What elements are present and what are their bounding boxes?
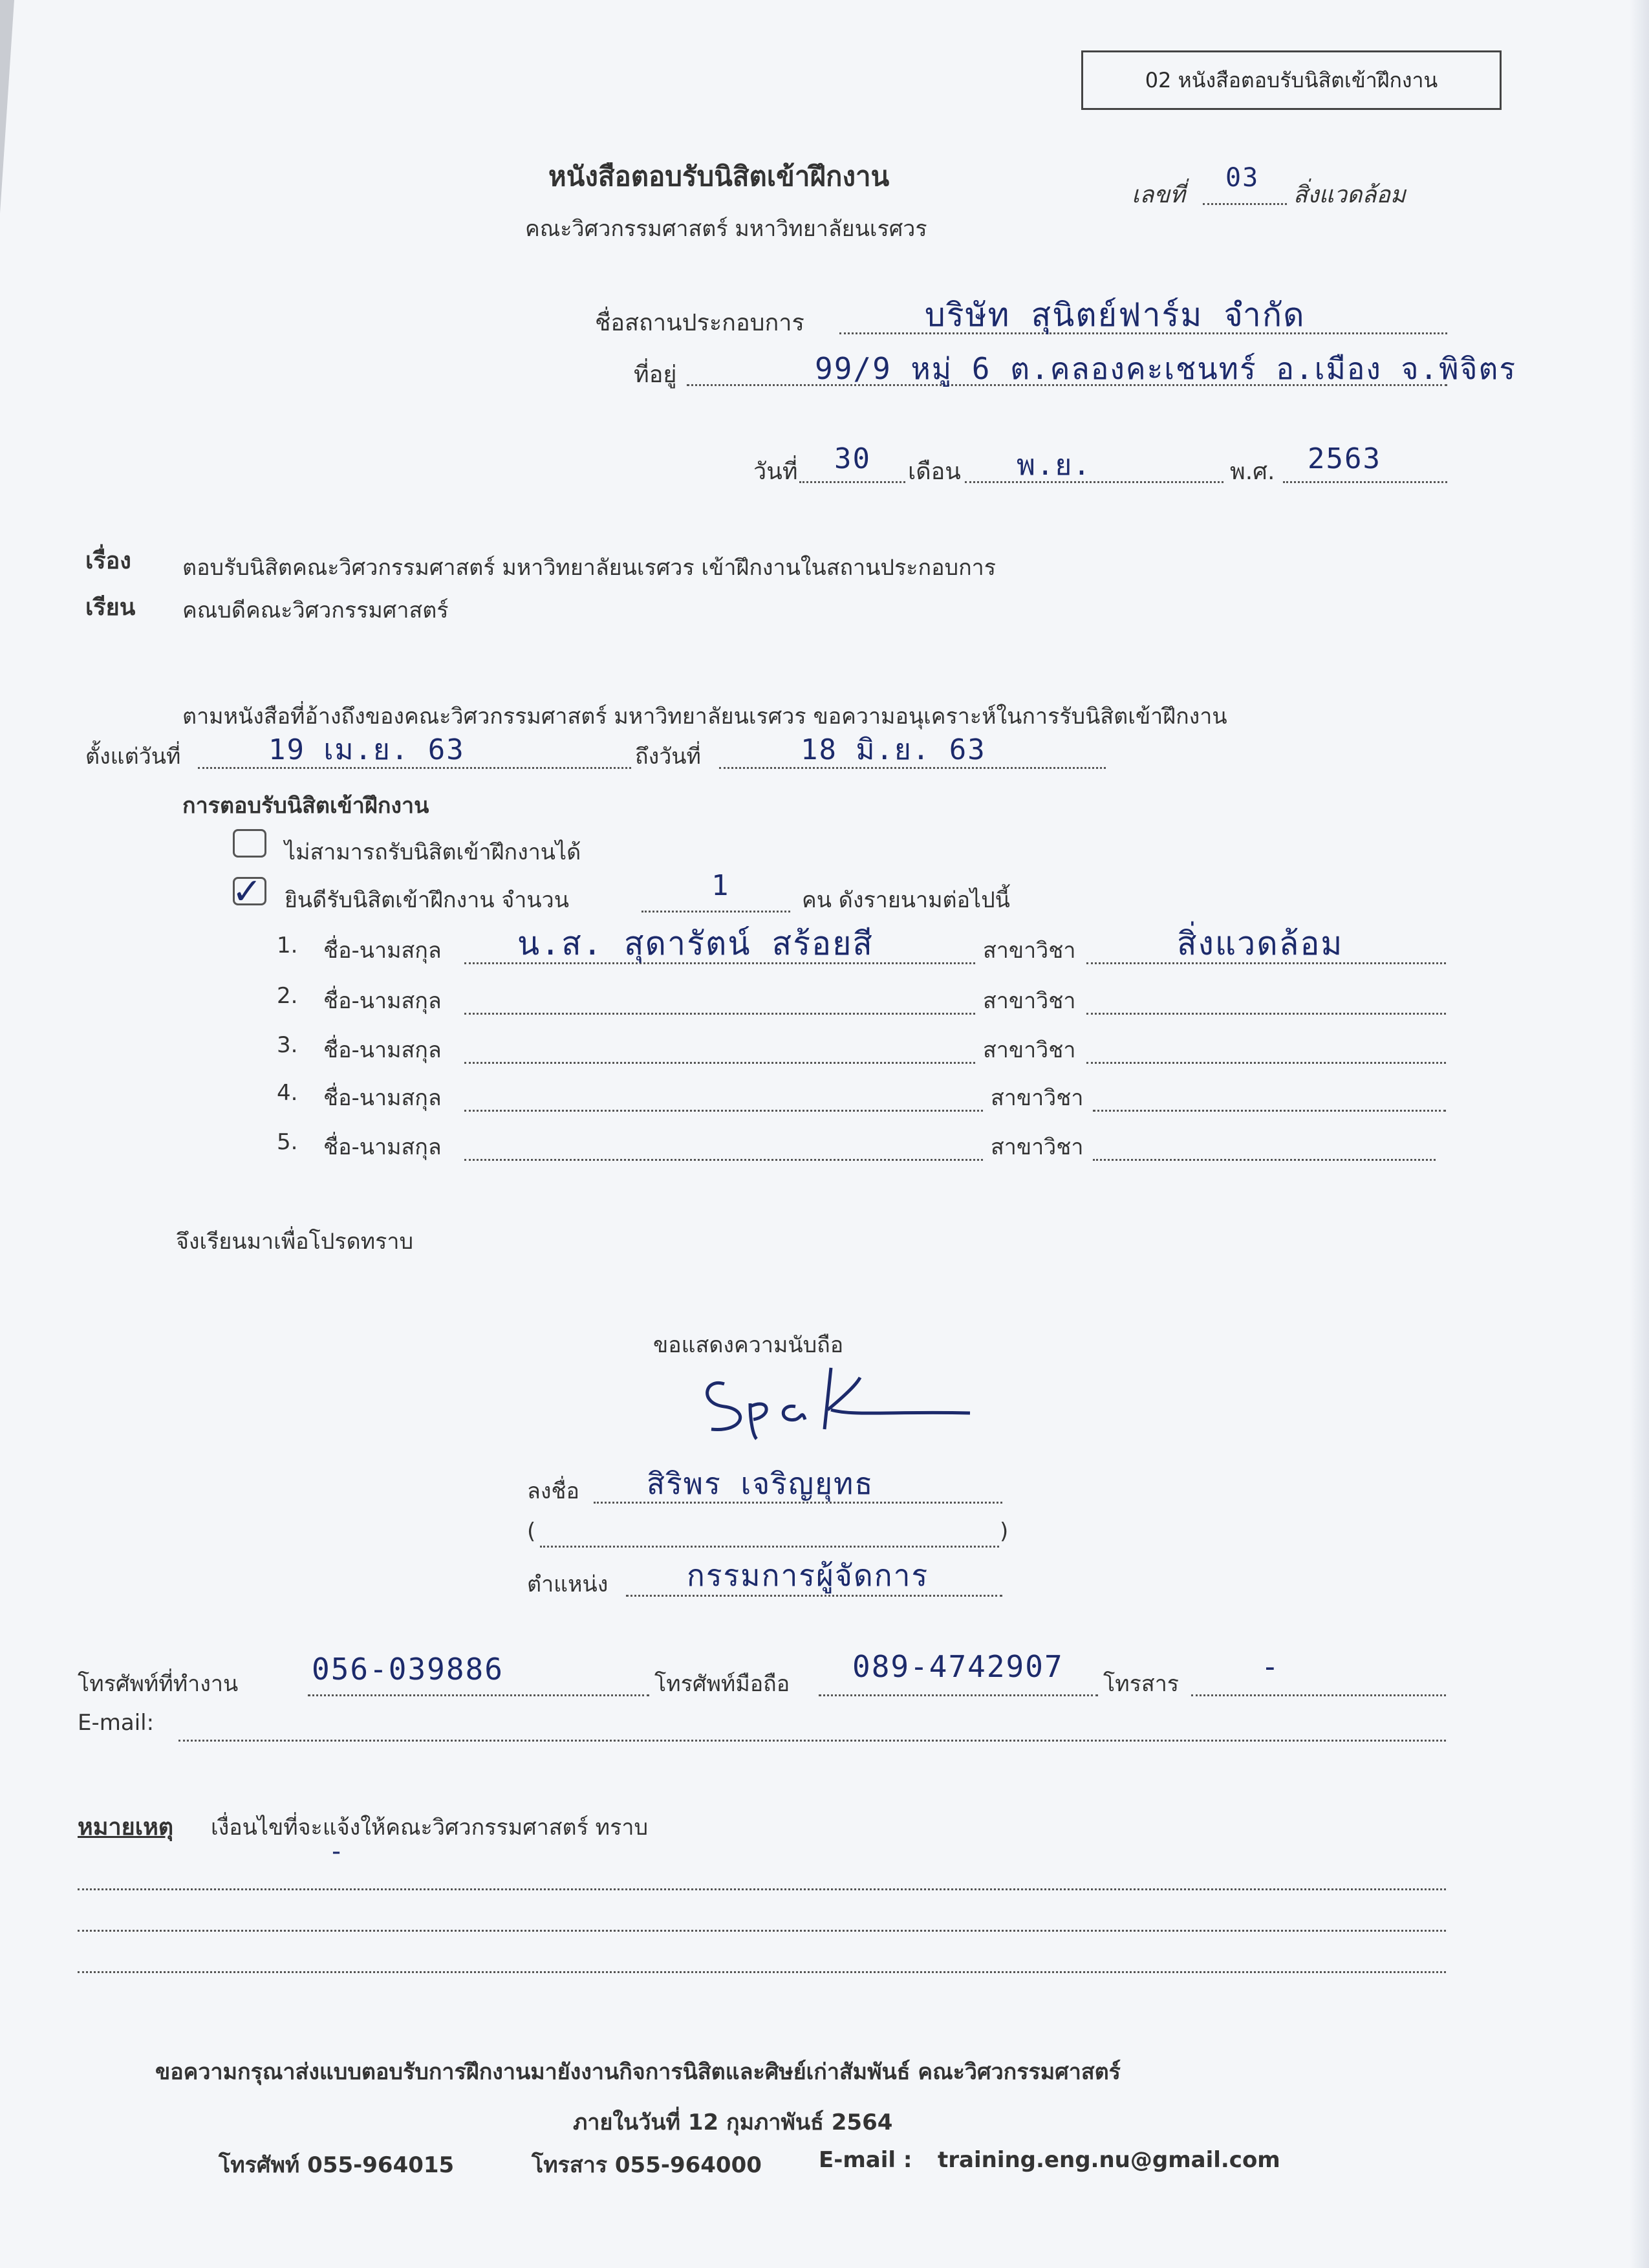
fax-value: -: [1261, 1649, 1280, 1684]
reject-checkbox[interactable]: [233, 829, 266, 858]
email-label: E-mail:: [78, 1710, 155, 1736]
position-label: ตำแหน่ง: [527, 1571, 609, 1597]
doc-number-value: 03: [1225, 163, 1260, 193]
date-month-value: พ.ย.: [1017, 449, 1092, 482]
company-name-label: ชื่อสถานประกอบการ: [595, 310, 804, 336]
from-date-label: ตั้งแต่วันที่: [85, 744, 181, 770]
doc-number-label: เลขที่: [1132, 182, 1185, 208]
company-address-value: 99/9 หมู่ 6 ต.คลองคะเชนทร์ อ.เมือง จ.พิจิตร: [815, 351, 1517, 386]
form-code-box: 02 หนังสือตอบรับนิสิตเข้าฝึกงาน: [1081, 50, 1502, 110]
document-page: 02 หนังสือตอบรับนิสิตเข้าฝึกงาน หนังสือตอบรับนิสิตเข้าฝึกงาน คณะวิศวกรรมศาสตร์ มหาวิทยาลัยนเรศวร เลขที่ 03 สิ่งแวดล้อม ชื่อสถานประกอบการ บริษัท สุนิตย์ฟาร์ม จำกัด ที่อยู่ 99/9 หมู่ 6 ต.คลองคะเชนทร์ อ.เมือง จ.พิจิตร วันที่ 30 เดือน พ.ย. พ.ศ. 2563 เรื่อง ตอบรับนิสิตคณะวิศวกรรมศาสตร์ มหาวิทยาลัยนเรศวร เข้าฝึกงานในสถานประกอบการ เรียน คณบดีคณะวิศวกรรมศาสตร์ ตามหนังสือที่อ้างถึงของคณะวิศวกรรมศาสตร์ มหาวิทยาลัยนเรศวร ขอความอนุเคราะห์ในการรับนิสิตเข้าฝึกงาน ตั้งแต่วันที่ 19 เม.ย. 63 ถึงวันที่ 18 มิ.ย. 63 การตอบรับนิสิตเข้าฝึกงาน ไม่สามารถรับนิสิตเข้าฝึกงานได้ ✓ ยินดีรับนิสิตเข้าฝึกงาน จำนวน 1 คน ดังรายนามต่อไปนี้ 1. ชื่อ-นามสกุล น.ส. สุดารัตน์ สร้อยสี สาขาวิชา สิ่งแวดล้อม 2. ชื่อ-นามสกุล สาขาวิชา 3. ชื่อ-นามสกุล สาขาวิชา 4. ชื่อ-นามสกุล สาขาวิชา 5. ชื่อ-นามสกุล สาขาวิชา จึงเรียนมาเพื่อโปรดทราบ ขอแสดงความนับถือ ลงชื่อ สิริพร เจริญยุทธ ( ) ตำแหน่ง กรรมการผู้จัดการ โทรศัพท์ที่ทำงาน 056-039886 โทรศัพท์มือถือ 089-4742907 โทรสาร - E-mail: หมายเหตุ เงื่อนไขที่จะแจ้งให้คณะวิศวกรรมศาสตร์ ทราบ - ขอความกรุณาส่งแบบตอบรับการฝึกงานมายังงานกิจการนิสิตและศิษย์เก่าสัมพันธ์ คณะวิศวกรรมศาสตร์ ภายในวันที่ 12 กุมภาพันธ์ 2564 โทรศัพท์ 055-964015 โทรสาร 055-964000 E-mail : training.eng.nu@gmail.com: [0, 0, 1649, 2268]
mobile-value: 089-4742907: [852, 1649, 1064, 1684]
fax-label: โทรสาร: [1103, 1671, 1180, 1697]
date-day-label: วันที่: [753, 459, 798, 485]
subject-label: เรื่อง: [85, 548, 131, 574]
date-year-label: พ.ศ.: [1230, 459, 1275, 485]
regards-text: ขอแสดงความนับถือ: [653, 1332, 844, 1358]
date-month-label: เดือน: [908, 459, 961, 485]
company-address-label: ที่อยู่: [634, 362, 677, 388]
from-date-value: 19 เม.ย. 63: [268, 733, 465, 766]
to-date-label: ถึงวันที่: [635, 744, 701, 770]
paren-close: ): [1000, 1518, 1009, 1544]
accept-count-suffix: คน ดังรายนามต่อไปนี้: [802, 887, 1010, 913]
please-note-text: จึงเรียนมาเพื่อโปรดทราบ: [176, 1229, 414, 1255]
signature-text: [698, 1358, 707, 1359]
date-year-value: 2563: [1308, 442, 1381, 475]
date-day-value: 30: [834, 442, 871, 475]
accept-option-label: ยินดีรับนิสิตเข้าฝึกงาน จำนวน: [285, 887, 569, 913]
body-intro: ตามหนังสือที่อ้างถึงของคณะวิศวกรรมศาสตร์ มหาวิทยาลัยนเรศวร ขอความอนุเคราะห์ในการรับนิสิตเข้าฝึกงาน: [182, 704, 1227, 729]
footer-line2: ภายในวันที่ 12 กุมภาพันธ์ 2564: [573, 2110, 893, 2135]
student-1-major: สิ่งแวดล้อม: [1177, 925, 1344, 962]
accept-count-value: 1: [711, 869, 730, 902]
remarks-text: เงื่อนไขที่จะแจ้งให้คณะวิศวกรรมศาสตร์ ทราบ: [211, 1815, 649, 1841]
page-subtitle: คณะวิศวกรรมศาสตร์ มหาวิทยาลัยนเรศวร: [525, 216, 927, 242]
footer-phone: โทรศัพท์ 055-964015: [219, 2152, 455, 2178]
footer-fax: โทรสาร 055-964000: [532, 2152, 762, 2178]
office-phone-label: โทรศัพท์ที่ทำงาน: [78, 1671, 239, 1697]
reject-option-label: ไม่สามารถรับนิสิตเข้าฝึกงานได้: [285, 839, 581, 865]
office-phone-value: 056-039886: [312, 1652, 504, 1687]
page-corner-fold: [0, 0, 14, 213]
sign-label: ลงชื่อ: [527, 1478, 579, 1504]
footer-email[interactable]: training.eng.nu@gmail.com: [938, 2147, 1280, 2173]
to-label: เรียน: [85, 594, 136, 621]
page-title: หนังสือตอบรับนิสิตเข้าฝึกงาน: [548, 160, 890, 192]
accept-check-mark: ✓: [234, 867, 261, 914]
to-text: คณบดีคณะวิศวกรรมศาสตร์: [182, 598, 449, 623]
subject-text: ตอบรับนิสิตคณะวิศวกรรมศาสตร์ มหาวิทยาลัยนเรศวร เข้าฝึกงานในสถานประกอบการ: [182, 555, 997, 581]
student-1-name: น.ส. สุดารัตน์ สร้อยสี: [517, 925, 874, 962]
company-name-value: บริษัท สุนิตย์ฟาร์ม จำกัด: [925, 296, 1306, 334]
signature-graphic: [698, 1358, 983, 1442]
footer-email-label: E-mail :: [819, 2147, 912, 2173]
page-edge-shadow: [1630, 0, 1649, 2268]
position-value: กรรมการผู้จัดการ: [687, 1558, 929, 1593]
remarks-label: หมายเหตุ: [78, 1814, 174, 1841]
paren-open: (: [527, 1518, 536, 1544]
to-date-value: 18 มิ.ย. 63: [801, 733, 986, 766]
mobile-label: โทรศัพท์มือถือ: [654, 1671, 790, 1697]
remarks-mark: -: [329, 1837, 346, 1866]
sign-name: สิริพร เจริญยุทธ: [647, 1466, 874, 1501]
footer-line1: ขอความกรุณาส่งแบบตอบรับการฝึกงานมายังงานกิจการนิสิตและศิษย์เก่าสัมพันธ์ คณะวิศวกรรมศาสตร์: [155, 2059, 1121, 2085]
response-heading: การตอบรับนิสิตเข้าฝึกงาน: [182, 793, 429, 819]
doc-number-suffix: สิ่งแวดล้อม: [1293, 182, 1406, 208]
